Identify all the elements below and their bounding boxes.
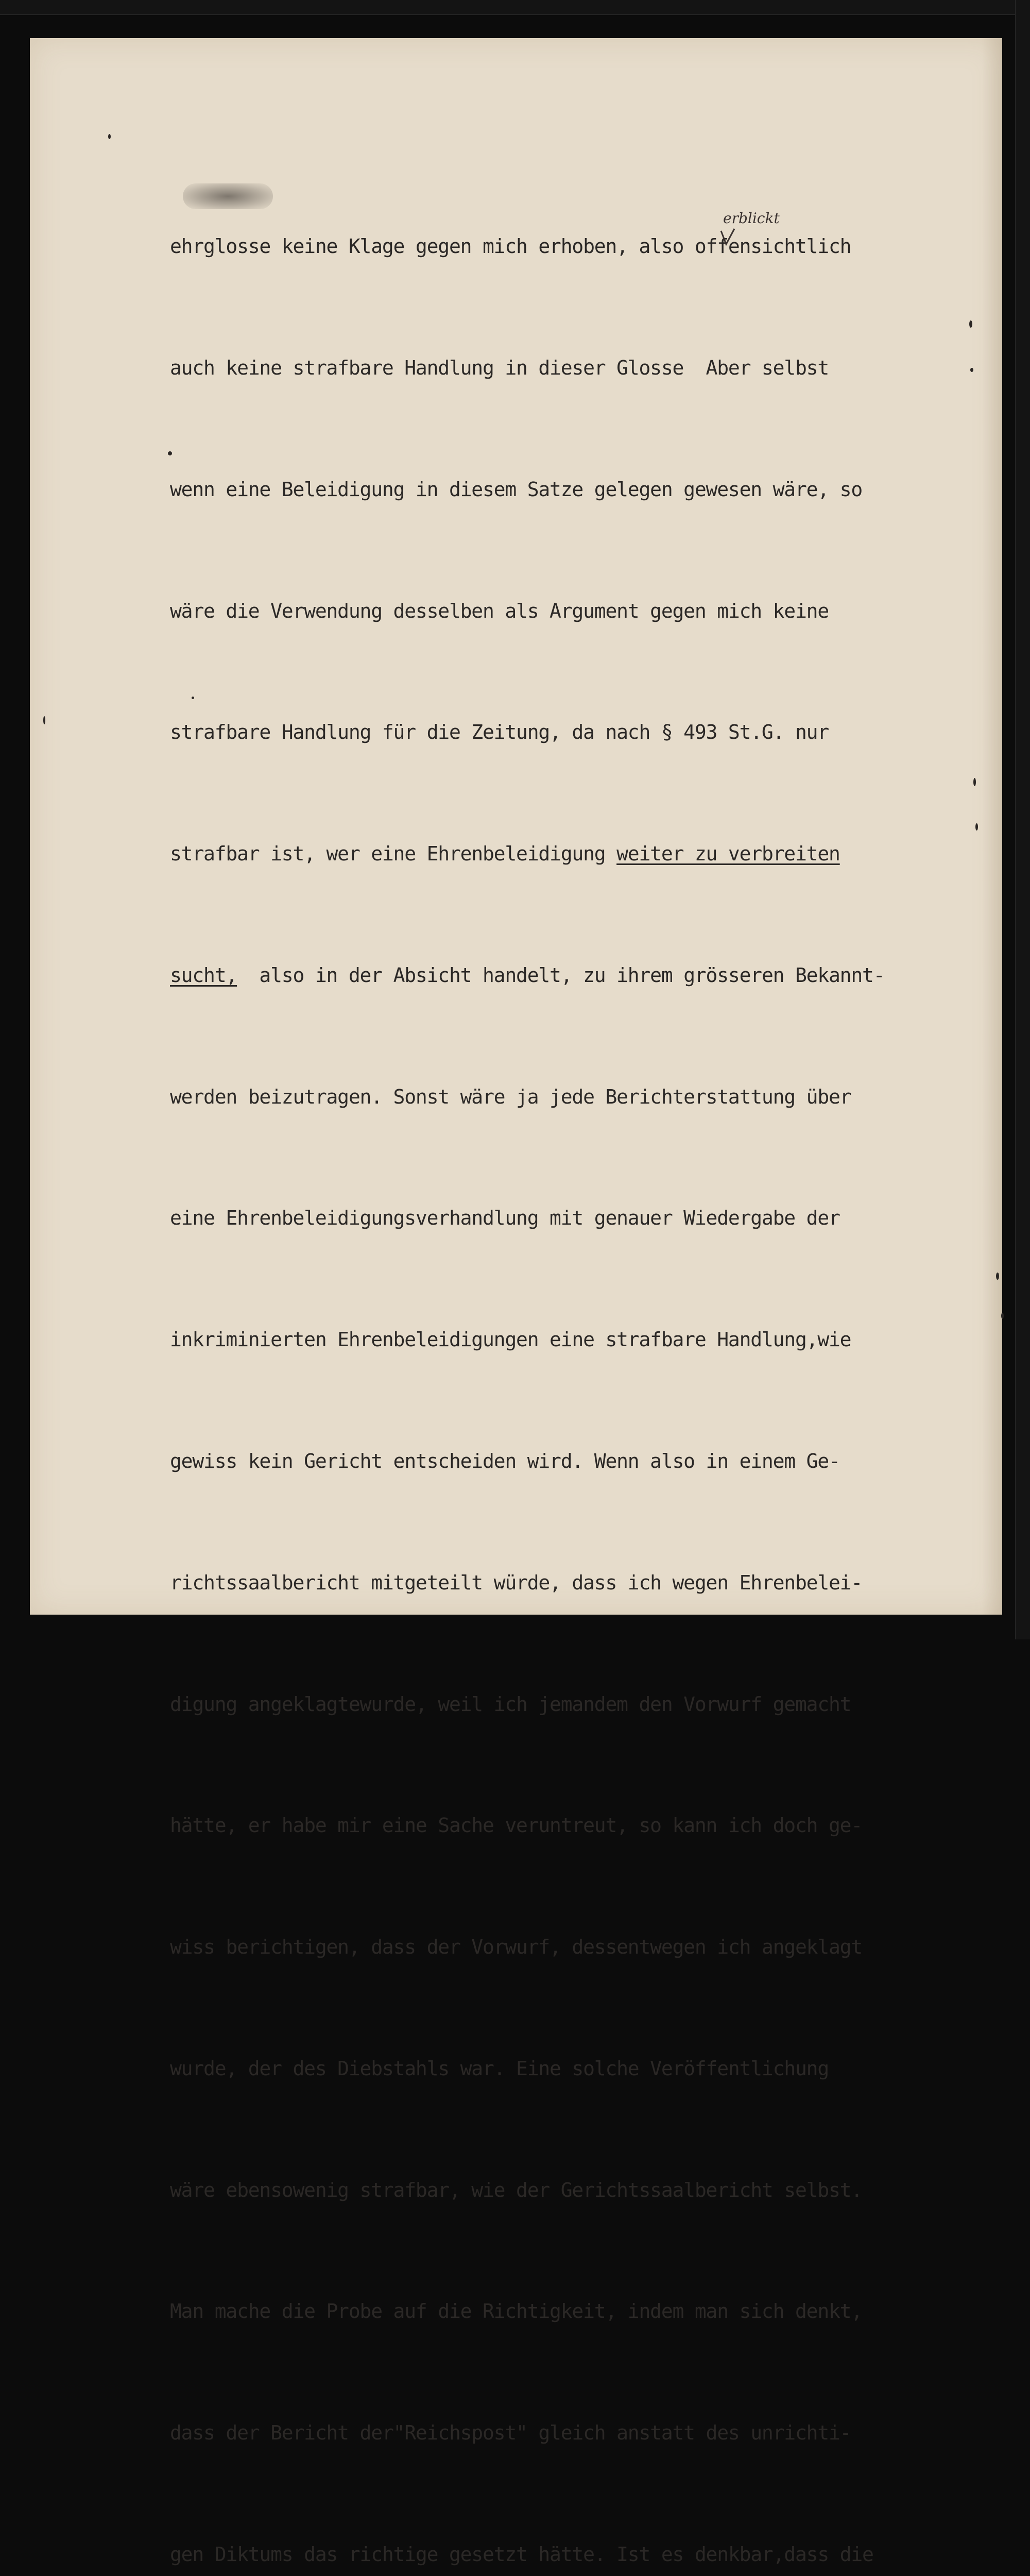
typescript-body: [170, 145, 973, 2576]
margin-dot: [168, 451, 172, 455]
text-line: inkriminierten Ehrenbeleidigungen eine strafbare Handlung,wie: [170, 1328, 851, 1351]
text-line: auch keine strafbare Handlung in dieser Glosse Aber selbst: [170, 356, 829, 379]
margin-dot: [192, 697, 194, 699]
text-line: wenn eine Beleidigung in diesem Satze gelegen gewesen wäre, so: [170, 478, 863, 501]
margin-dot: [108, 134, 111, 139]
margin-dot: [975, 823, 978, 831]
text-line: strafbare Handlung für die Zeitung, da nach § 493 St.G. nur: [170, 721, 829, 744]
text-line: wäre die Verwendung desselben als Argument gegen mich keine: [170, 599, 829, 622]
page-edge-shadow: [982, 38, 1002, 1615]
text-line: ehrglosse keine Klage gegen mich erhoben, also offensichtlich: [170, 235, 851, 258]
text-line: eine Ehrenbeleidigungsverhandlung mit genauer Wiedergabe der: [170, 1207, 840, 1230]
text-line: dass der Bericht der"Reichspost" gleich anstatt des unrichti-: [170, 2421, 851, 2445]
text-line: hätte, er habe mir eine Sache veruntreut, so kann ich doch ge-: [170, 1814, 863, 1837]
margin-dot: [970, 368, 973, 372]
text-line: wiss berichtigen, dass der Vorwurf, dessentwegen ich angeklagt: [170, 1936, 863, 1959]
margin-dot: [969, 320, 972, 328]
text-line: gen Diktums das richtige gesetzt hätte. Ist es denkbar,dass die: [170, 2543, 873, 2566]
handwritten-insertion: erblickt: [723, 210, 780, 227]
text-line-with-underline: [170, 955, 973, 996]
insertion-caret-icon: [720, 228, 735, 246]
margin-dot: [973, 778, 976, 786]
text-line: Man mache die Probe auf die Richtigkeit, indem man sich denkt,: [170, 2300, 863, 2323]
text-line: richtssaalbericht mitgeteilt würde, dass ich wegen Ehrenbelei-: [170, 1571, 863, 1594]
margin-dot: [996, 1273, 999, 1280]
text-line: digung angeklagtewurde, weil ich jemandem den Vorwurf gemacht: [170, 1692, 851, 1716]
scanner-ruler-top: [0, 0, 1030, 15]
margin-dot: [43, 716, 45, 724]
text-line-with-underline: [170, 834, 973, 874]
text-fragment: also in der Absicht handelt, zu ihrem grösseren Bekannt-: [237, 963, 885, 987]
text-line: gewiss kein Gericht entscheiden wird. Wenn also in einem Ge-: [170, 1450, 840, 1472]
underlined-word: sucht,: [170, 963, 237, 987]
text-line: wäre ebensowenig strafbar, wie der Gerichtssaalbericht selbst.: [170, 2178, 863, 2201]
underlined-phrase: weiter zu verbreiten: [616, 842, 840, 866]
text-line: wurde, der des Diebstahls war. Eine solche Veröffentlichung: [170, 2057, 829, 2080]
text-fragment: strafbar ist, wer eine Ehrenbeleidigung: [170, 842, 617, 866]
scanner-ruler-right: [1015, 0, 1030, 1639]
margin-dot: [1001, 1313, 1004, 1319]
text-line: werden beizutragen. Sonst wäre ja jede Berichterstattung über: [170, 1085, 851, 1108]
